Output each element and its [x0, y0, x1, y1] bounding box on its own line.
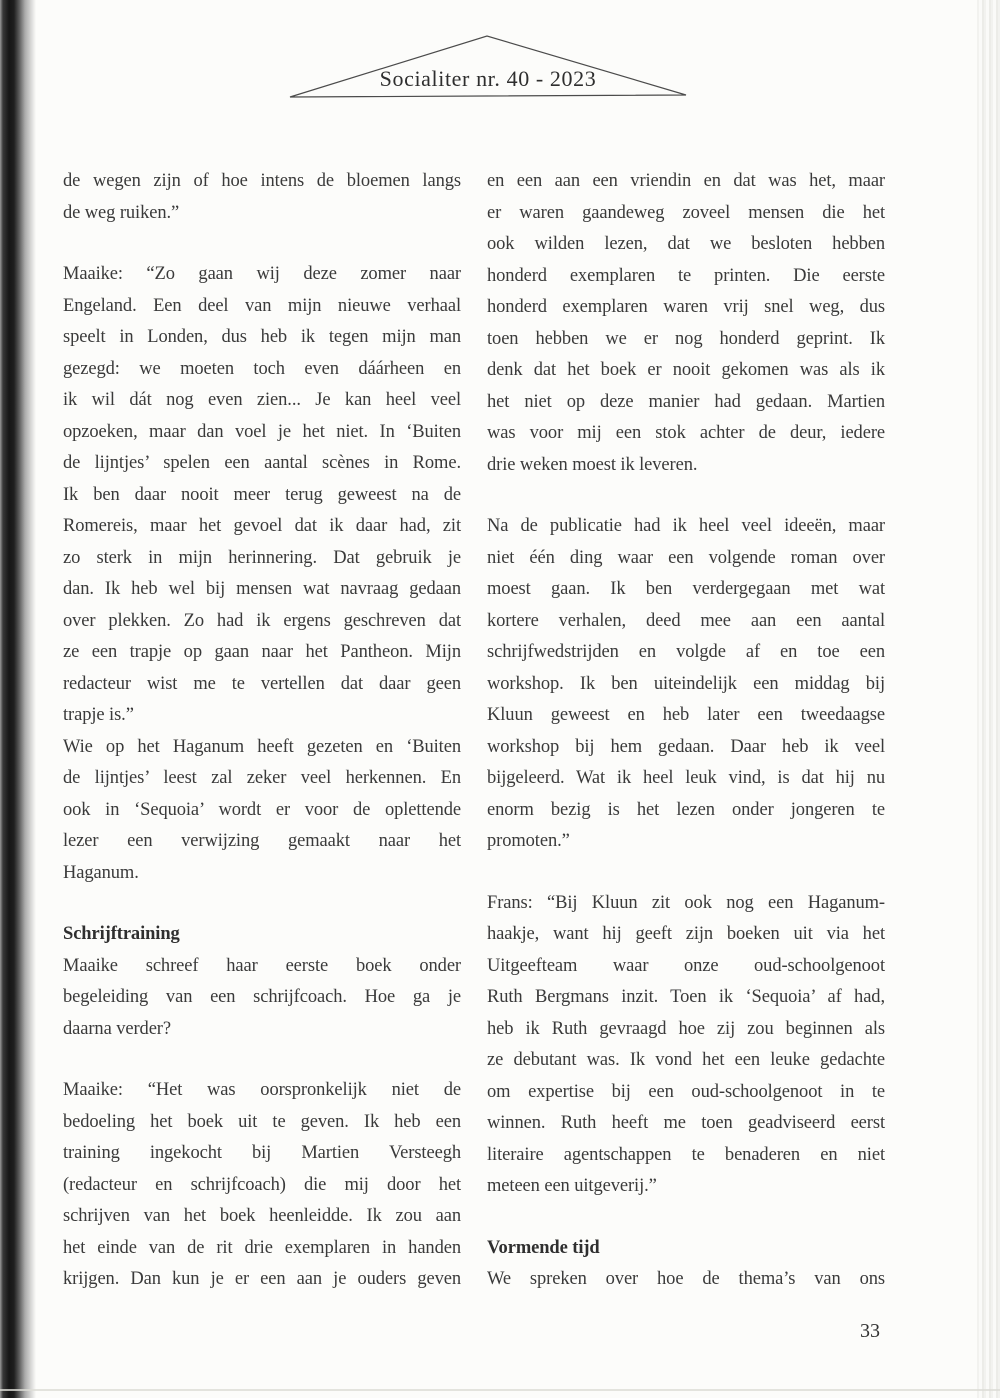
text-line: meteen een uitgeverij.” — [487, 1176, 657, 1196]
text-line: lezer een verwijzing gemaakt naar het — [63, 831, 461, 851]
text-line: redacteur wist me te vertellen dat daar geen — [63, 673, 461, 694]
issue-title: Socialiter nr. 40 - 2023 — [379, 66, 597, 91]
text-line: workshop bij hem gedaan. Daar heb ik veel — [487, 736, 885, 757]
paragraph — [63, 1075, 461, 1296]
text-line: denk dat het boek er nooit gekomen was als ik — [487, 360, 885, 380]
right-column — [487, 166, 885, 1296]
text-line: het einde van de rit drie exemplaren in handen — [63, 1237, 461, 1258]
text-line: training ingekocht bij Martien Versteegh — [63, 1143, 461, 1163]
text-line: de lijntjes’ leest zal zeker veel herkennen. En — [63, 768, 461, 788]
text-line: over plekken. Zo had ik ergens geschreven dat — [63, 610, 461, 631]
text-line: schrijven van het boek heenleidde. Ik zou aan — [63, 1206, 461, 1226]
text-line: om expertise bij een oud-schoolgenoot in te — [487, 1081, 885, 1102]
page-number: 33 — [860, 1320, 880, 1342]
text-line: trapje is.” — [63, 705, 134, 725]
paragraph — [487, 888, 885, 1203]
text-line: krijgen. Dan kun je er een aan je ouders geven — [63, 1269, 461, 1289]
text-line: Engeland. Een deel van mijn nieuwe verhaal — [63, 295, 461, 316]
text-line: de wegen zijn of hoe intens de bloemen langs — [63, 171, 461, 191]
text-line: Na de publicatie had ik heel veel ideeën, maar — [487, 516, 885, 536]
text-line: daarna verder? — [63, 1018, 171, 1039]
text-line: de weg ruiken.” — [63, 202, 180, 223]
paragraph — [487, 1264, 885, 1296]
text-line: literaire agentschappen te benaderen en niet — [487, 1144, 885, 1165]
paragraph — [487, 166, 885, 481]
text-line: promoten.” — [487, 831, 570, 851]
text-line: Haganum. — [63, 862, 139, 883]
paragraph — [63, 732, 461, 890]
text-line: drie weken moest ik leveren. — [487, 454, 698, 475]
text-line: ik wil dát nog even zien... Je kan heel veel — [63, 390, 461, 410]
text-line: opzoeken, maar dan voel je het niet. In ‘Buiten — [63, 421, 461, 442]
text-line: toen hebben we er nog honderd geprint. Ik — [487, 328, 885, 349]
section-heading — [63, 919, 461, 951]
text-line: het niet op deze manier had gedaan. Martien — [487, 391, 885, 412]
text-line: ook wilden lezen, dat we besloten hebben — [487, 234, 885, 254]
text-line: haakje, want hij geeft zijn boeken uit via het — [487, 924, 885, 944]
text-line: schrijfwedstrijden en volgde af en toe een — [487, 642, 885, 662]
text-line: gezegd: we moeten toch even dáárheen en — [63, 358, 461, 379]
text-line: en een aan een vriendin en dat was het, maar — [487, 171, 885, 191]
paragraph — [63, 259, 461, 732]
text-line: Romereis, maar het gevoel dat ik daar had, zit — [63, 516, 461, 536]
text-line: bijgeleerd. Wat ik heel leuk vind, is dat hij nu — [487, 768, 885, 788]
section-heading — [487, 1233, 885, 1265]
text-line: winnen. Ruth heeft me toen geadviseerd eerst — [487, 1113, 885, 1133]
text-line: heb ik Ruth gevraagd hoe zij zou beginnen als — [487, 1018, 885, 1039]
page-header — [278, 28, 698, 106]
text-line: Vormende tijd — [487, 1237, 600, 1258]
text-line: Schrijftraining — [63, 924, 180, 944]
text-line: dan. Ik heb wel bij mensen wat navraag gedaan — [63, 579, 461, 599]
paragraph — [63, 951, 461, 1046]
text-line: workshop. Ik ben uiteindelijk een middag bij — [487, 673, 885, 694]
scan-bottom-edge — [0, 1389, 1000, 1391]
text-line: begeleiding van een schrijfcoach. Hoe ga je — [63, 987, 461, 1007]
text-line: Ik ben daar nooit meer terug geweest na de — [63, 484, 461, 505]
text-line: honderd exemplaren waren vrij snel weg, dus — [487, 297, 885, 317]
text-line: Wie op het Haganum heeft gezeten en ‘Buiten — [63, 736, 461, 757]
text-line: enorm bezig is het lezen onder jongeren te — [487, 799, 885, 820]
text-line: Maaike: “Zo gaan wij deze zomer naar — [63, 264, 461, 284]
text-line: (redacteur en schrijfcoach) die mij door het — [63, 1174, 461, 1195]
text-line: zo sterk in mijn herinnering. Dat gebruik je — [63, 547, 461, 568]
text-line: Frans: “Bij Kluun zit ook nog een Haganum- — [487, 892, 885, 913]
text-line: Maaike: “Het was oorspronkelijk niet de — [63, 1080, 461, 1100]
text-line: de lijntjes’ spelen een aantal scènes in Rome. — [63, 453, 461, 473]
text-line: ook in ‘Sequoia’ wordt er voor de oplettende — [63, 799, 461, 820]
text-line: We spreken over hoe de thema’s van ons — [487, 1269, 885, 1289]
text-line: bedoeling het boek uit te geven. Ik heb een — [63, 1111, 461, 1132]
text-line: er waren gaandeweg zoveel mensen die het — [487, 202, 885, 223]
text-line: Kluun geweest en heb later een tweedaagse — [487, 705, 885, 725]
scan-gutter-shadow — [0, 0, 36, 1398]
paragraph — [63, 166, 461, 229]
text-line: ze een trapje op gaan naar het Pantheon. Mijn — [63, 642, 461, 662]
paragraph — [487, 511, 885, 858]
text-line: Maaike schreef haar eerste boek onder — [63, 955, 461, 976]
text-line: niet één ding waar een volgende roman over — [487, 547, 885, 568]
left-column — [63, 166, 461, 1296]
text-line: Ruth Bergmans inzit. Toen ik ‘Sequoia’ af had, — [487, 987, 885, 1007]
text-line: kortere verhalen, deed mee aan een aantal — [487, 610, 885, 631]
text-line: moest gaan. Ik ben verdergegaan met wat — [487, 579, 885, 599]
text-line: speelt in Londen, dus heb ik tegen mijn man — [63, 327, 461, 347]
scan-page-edge — [977, 0, 1000, 1398]
text-line: honderd exemplaren te printen. Die eerste — [487, 265, 885, 286]
text-line: Uitgeefteam waar onze oud-schoolgenoot — [487, 955, 885, 976]
text-line: ze debutant was. Ik vond het een leuke gedachte — [487, 1050, 885, 1070]
text-line: was voor mij een stok achter de deur, iedere — [487, 423, 885, 443]
